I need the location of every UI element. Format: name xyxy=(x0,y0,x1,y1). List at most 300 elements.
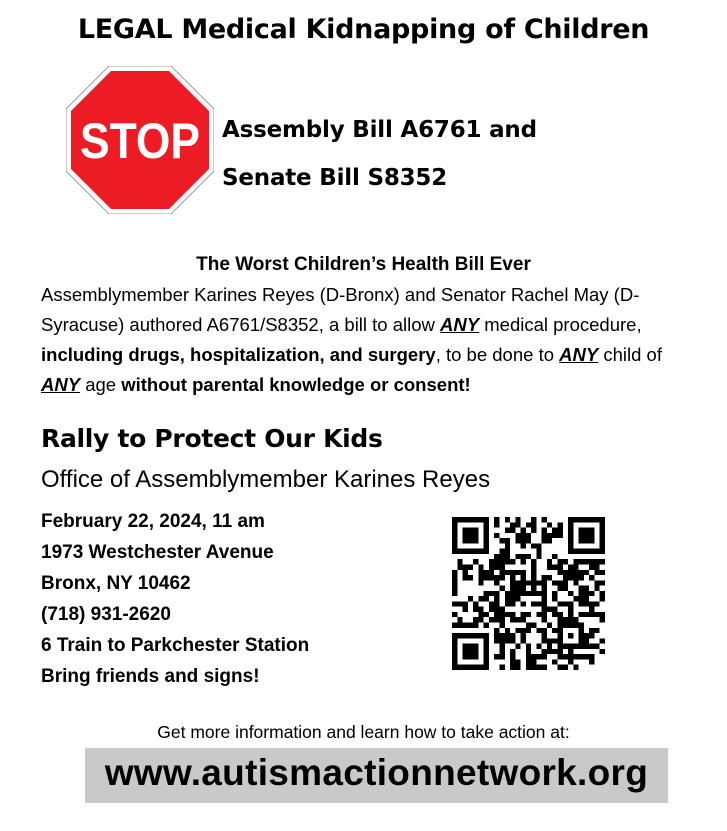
qr-module xyxy=(521,580,526,585)
qr-module xyxy=(589,612,594,617)
qr-module xyxy=(499,665,504,670)
qr-module xyxy=(463,517,468,522)
qr-module xyxy=(542,607,547,612)
qr-module xyxy=(547,564,552,569)
qr-module xyxy=(478,575,483,580)
qr-module xyxy=(584,533,589,538)
qr-module xyxy=(510,522,515,527)
qr-module xyxy=(484,549,489,554)
qr-module xyxy=(600,570,605,575)
qr-module xyxy=(526,522,531,527)
qr-module xyxy=(505,538,510,543)
qr-module xyxy=(478,549,483,554)
qr-module xyxy=(494,601,499,606)
qr-module xyxy=(531,564,536,569)
qr-module xyxy=(452,665,457,670)
qr-module xyxy=(589,564,594,569)
qr-module xyxy=(542,596,547,601)
qr-module xyxy=(494,607,499,612)
qr-module xyxy=(579,638,584,643)
qr-module xyxy=(547,638,552,643)
qr-module xyxy=(589,575,594,580)
qr-module xyxy=(478,580,483,585)
qr-module xyxy=(568,549,573,554)
qr-module xyxy=(521,601,526,606)
qr-module xyxy=(468,665,473,670)
qr-module xyxy=(505,628,510,633)
qr-module xyxy=(552,596,557,601)
qr-module xyxy=(515,554,520,559)
qr-module xyxy=(505,633,510,638)
qr-module xyxy=(552,649,557,654)
qr-module xyxy=(542,528,547,533)
qr-module xyxy=(531,559,536,564)
qr-module xyxy=(499,549,504,554)
qr-module xyxy=(579,623,584,628)
qr-module xyxy=(521,570,526,575)
event-date: February 22, 2024, 11 am xyxy=(41,511,265,532)
qr-module xyxy=(573,623,578,628)
qr-module xyxy=(573,549,578,554)
qr-module xyxy=(499,617,504,622)
qr-module xyxy=(452,522,457,527)
qr-module xyxy=(494,633,499,638)
qr-module xyxy=(494,554,499,559)
qr-module xyxy=(600,649,605,654)
qr-module xyxy=(584,538,589,543)
qr-module xyxy=(579,633,584,638)
qr-module xyxy=(594,517,599,522)
qr-module xyxy=(568,538,573,543)
qr-module xyxy=(531,623,536,628)
para-text: Assemblymember Karines Reyes (D-Bronx) and Senator Rachel May (D-Syracuse) authored A6761/S8352, a bill to allow xyxy=(41,284,640,335)
qr-module xyxy=(452,612,457,617)
qr-module xyxy=(489,559,494,564)
qr-module xyxy=(473,644,478,649)
qr-module xyxy=(600,517,605,522)
qr-module xyxy=(468,649,473,654)
qr-module xyxy=(558,665,563,670)
qr-module xyxy=(568,564,573,569)
qr-module xyxy=(558,533,563,538)
qr-module xyxy=(552,612,557,617)
qr-module xyxy=(568,607,573,612)
qr-module xyxy=(568,570,573,575)
qr-module xyxy=(484,538,489,543)
qr-module xyxy=(594,549,599,554)
qr-module xyxy=(484,570,489,575)
qr-module xyxy=(478,570,483,575)
qr-module xyxy=(563,570,568,575)
qr-module xyxy=(463,549,468,554)
qr-module xyxy=(505,596,510,601)
qr-module xyxy=(579,570,584,575)
qr-module xyxy=(463,607,468,612)
qr-module xyxy=(510,586,515,591)
qr-module xyxy=(568,633,573,638)
qr-module xyxy=(594,601,599,606)
qr-module xyxy=(468,549,473,554)
para-bold: including drugs, hospitalization, and surgery xyxy=(41,344,436,365)
qr-module xyxy=(600,522,605,527)
qr-module xyxy=(510,638,515,643)
qr-module xyxy=(494,517,499,522)
qr-module xyxy=(526,612,531,617)
qr-module xyxy=(558,580,563,585)
para-text: , to be done to xyxy=(435,344,560,365)
qr-module xyxy=(494,580,499,585)
qr-module xyxy=(521,586,526,591)
qr-module xyxy=(468,654,473,659)
qr-module xyxy=(494,591,499,596)
qr-module xyxy=(547,649,552,654)
qr-module xyxy=(563,559,568,564)
qr-module xyxy=(515,580,520,585)
qr-module xyxy=(463,665,468,670)
qr-module xyxy=(558,654,563,659)
qr-module xyxy=(584,612,589,617)
qr-module xyxy=(552,591,557,596)
qr-module xyxy=(547,538,552,543)
qr-module xyxy=(558,612,563,617)
qr-module xyxy=(547,533,552,538)
bill-line-1: Assembly Bill A6761 and xyxy=(222,117,537,143)
qr-module xyxy=(600,612,605,617)
qr-module xyxy=(536,628,541,633)
qr-module xyxy=(489,575,494,580)
qr-module xyxy=(526,554,531,559)
qr-module xyxy=(563,575,568,580)
qr-module xyxy=(579,628,584,633)
qr-module xyxy=(515,522,520,527)
qr-module xyxy=(457,549,462,554)
qr-module xyxy=(536,543,541,548)
qr-module xyxy=(531,543,536,548)
description-paragraph xyxy=(41,280,691,400)
qr-module xyxy=(473,528,478,533)
qr-module xyxy=(584,570,589,575)
qr-module xyxy=(579,517,584,522)
qr-module xyxy=(589,654,594,659)
qr-module xyxy=(510,591,515,596)
qr-module xyxy=(584,633,589,638)
qr-module xyxy=(552,528,557,533)
qr-module xyxy=(452,633,457,638)
qr-module xyxy=(521,575,526,580)
qr-module xyxy=(510,649,515,654)
qr-module xyxy=(515,596,520,601)
qr-module xyxy=(573,596,578,601)
qr-module xyxy=(589,559,594,564)
qr-module xyxy=(457,564,462,569)
qr-module xyxy=(463,570,468,575)
qr-module xyxy=(494,617,499,622)
qr-module xyxy=(484,659,489,664)
qr-module xyxy=(452,654,457,659)
qr-module xyxy=(499,644,504,649)
qr-module xyxy=(489,570,494,575)
qr-module xyxy=(521,638,526,643)
qr-module xyxy=(457,601,462,606)
qr-module xyxy=(594,612,599,617)
qr-module xyxy=(563,623,568,628)
qr-module xyxy=(499,607,504,612)
qr-module xyxy=(542,633,547,638)
qr-module xyxy=(452,570,457,575)
qr-module xyxy=(468,538,473,543)
qr-module xyxy=(589,628,594,633)
qr-module xyxy=(542,617,547,622)
qr-module xyxy=(568,617,573,622)
qr-module xyxy=(489,601,494,606)
qr-module xyxy=(521,528,526,533)
qr-module xyxy=(473,617,478,622)
qr-module xyxy=(463,623,468,628)
qr-module xyxy=(573,559,578,564)
qr-module xyxy=(594,564,599,569)
qr-module xyxy=(468,533,473,538)
qr-code-icon[interactable] xyxy=(452,517,605,670)
qr-module xyxy=(499,623,504,628)
qr-module xyxy=(494,522,499,527)
qr-module xyxy=(484,543,489,548)
qr-module xyxy=(536,591,541,596)
qr-module xyxy=(452,528,457,533)
qr-module xyxy=(473,559,478,564)
qr-module xyxy=(568,612,573,617)
qr-module xyxy=(473,533,478,538)
qr-module xyxy=(579,644,584,649)
qr-module xyxy=(463,633,468,638)
stop-sign-icon xyxy=(66,66,214,214)
qr-module xyxy=(510,559,515,564)
qr-module xyxy=(484,533,489,538)
qr-module xyxy=(478,607,483,612)
qr-module xyxy=(468,528,473,533)
qr-module xyxy=(452,659,457,664)
qr-module xyxy=(563,644,568,649)
qr-module xyxy=(452,649,457,654)
qr-module xyxy=(573,570,578,575)
qr-module xyxy=(579,533,584,538)
qr-module xyxy=(457,633,462,638)
qr-module xyxy=(558,559,563,564)
qr-module xyxy=(536,612,541,617)
qr-module xyxy=(505,559,510,564)
qr-module xyxy=(531,522,536,527)
qr-module xyxy=(515,570,520,575)
qr-module xyxy=(600,528,605,533)
qr-module xyxy=(452,549,457,554)
qr-module xyxy=(499,654,504,659)
qr-module xyxy=(542,575,547,580)
qr-module xyxy=(515,665,520,670)
qr-module xyxy=(563,601,568,606)
qr-module xyxy=(473,601,478,606)
qr-module xyxy=(579,591,584,596)
stop-sign-label: STOP xyxy=(80,113,200,169)
qr-module xyxy=(579,559,584,564)
qr-module xyxy=(468,644,473,649)
qr-module xyxy=(573,564,578,569)
qr-module xyxy=(484,522,489,527)
qr-module xyxy=(494,612,499,617)
qr-module xyxy=(594,644,599,649)
qr-module xyxy=(484,649,489,654)
para-text: medical procedure, xyxy=(479,314,642,335)
qr-module xyxy=(499,649,504,654)
qr-module xyxy=(558,522,563,527)
qr-module xyxy=(579,538,584,543)
qr-module xyxy=(452,575,457,580)
qr-module xyxy=(594,570,599,575)
more-info-text: Get more information and learn how to take action at: xyxy=(157,722,570,742)
para-text: child of xyxy=(598,344,662,365)
qr-module xyxy=(457,623,462,628)
qr-module xyxy=(552,533,557,538)
qr-module xyxy=(463,601,468,606)
qr-module xyxy=(468,596,473,601)
qr-module xyxy=(558,528,563,533)
qr-module xyxy=(579,654,584,659)
qr-module xyxy=(468,564,473,569)
qr-module xyxy=(573,580,578,585)
qr-module xyxy=(547,644,552,649)
qr-module xyxy=(552,580,557,585)
qr-module xyxy=(515,659,520,664)
qr-module xyxy=(573,617,578,622)
qr-module xyxy=(505,549,510,554)
qr-module xyxy=(531,659,536,664)
qr-module xyxy=(452,533,457,538)
qr-module xyxy=(531,575,536,580)
qr-module xyxy=(531,580,536,585)
qr-module xyxy=(489,564,494,569)
qr-module xyxy=(542,654,547,659)
qr-module xyxy=(589,517,594,522)
qr-module xyxy=(468,633,473,638)
website-link[interactable]: www.autismactionnetwork.org xyxy=(104,752,649,793)
para-bold: without parental knowledge or consent! xyxy=(121,374,471,395)
qr-module xyxy=(547,607,552,612)
qr-module xyxy=(484,612,489,617)
qr-module xyxy=(526,533,531,538)
qr-module xyxy=(499,633,504,638)
qr-module xyxy=(484,528,489,533)
qr-module xyxy=(552,554,557,559)
qr-module xyxy=(515,538,520,543)
qr-module xyxy=(515,517,520,522)
qr-module xyxy=(531,528,536,533)
event-note: Bring friends and signs! xyxy=(41,666,260,687)
qr-module xyxy=(526,623,531,628)
qr-module xyxy=(568,543,573,548)
qr-module xyxy=(536,549,541,554)
qr-module xyxy=(457,559,462,564)
qr-module xyxy=(563,617,568,622)
qr-module xyxy=(573,665,578,670)
qr-module xyxy=(521,633,526,638)
qr-module xyxy=(515,586,520,591)
qr-module xyxy=(568,644,573,649)
qr-module xyxy=(552,564,557,569)
qr-module xyxy=(452,543,457,548)
qr-module xyxy=(542,628,547,633)
qr-module xyxy=(515,591,520,596)
qr-module xyxy=(584,601,589,606)
qr-module xyxy=(558,623,563,628)
qr-module xyxy=(542,665,547,670)
qr-module xyxy=(505,591,510,596)
qr-module xyxy=(568,528,573,533)
qr-module xyxy=(536,654,541,659)
emphasis-any: ANY xyxy=(440,314,480,335)
office-heading: Office of Assemblymember Karines Reyes xyxy=(41,466,491,493)
qr-module xyxy=(589,659,594,664)
qr-module xyxy=(494,533,499,538)
qr-module xyxy=(478,564,483,569)
qr-module xyxy=(547,522,552,527)
qr-module xyxy=(542,649,547,654)
qr-module xyxy=(594,586,599,591)
qr-module xyxy=(510,570,515,575)
qr-module xyxy=(521,538,526,543)
qr-module xyxy=(473,538,478,543)
qr-module xyxy=(478,617,483,622)
qr-module xyxy=(515,533,520,538)
qr-module xyxy=(542,612,547,617)
qr-module xyxy=(563,665,568,670)
qr-module xyxy=(584,638,589,643)
qr-module xyxy=(568,654,573,659)
qr-module xyxy=(552,628,557,633)
qr-module xyxy=(521,617,526,622)
qr-module xyxy=(473,623,478,628)
qr-module xyxy=(463,644,468,649)
qr-module xyxy=(510,528,515,533)
qr-module xyxy=(526,659,531,664)
qr-module xyxy=(484,638,489,643)
qr-module xyxy=(542,538,547,543)
qr-module xyxy=(600,596,605,601)
qr-module xyxy=(573,575,578,580)
emphasis-any: ANY xyxy=(559,344,599,365)
qr-module xyxy=(589,591,594,596)
qr-module xyxy=(452,638,457,643)
qr-module xyxy=(558,628,563,633)
qr-module xyxy=(542,580,547,585)
qr-module xyxy=(484,633,489,638)
qr-module xyxy=(505,601,510,606)
qr-module xyxy=(531,665,536,670)
qr-module xyxy=(521,543,526,548)
qr-module xyxy=(536,601,541,606)
qr-module xyxy=(463,654,468,659)
qr-module xyxy=(452,623,457,628)
qr-module xyxy=(547,575,552,580)
qr-module xyxy=(600,638,605,643)
event-phone: (718) 931-2620 xyxy=(41,604,171,625)
qr-module xyxy=(484,517,489,522)
qr-module xyxy=(589,538,594,543)
qr-module xyxy=(452,601,457,606)
qr-module xyxy=(568,533,573,538)
qr-module xyxy=(563,580,568,585)
qr-module xyxy=(484,596,489,601)
qr-module xyxy=(584,654,589,659)
qr-module xyxy=(563,654,568,659)
qr-module xyxy=(457,665,462,670)
